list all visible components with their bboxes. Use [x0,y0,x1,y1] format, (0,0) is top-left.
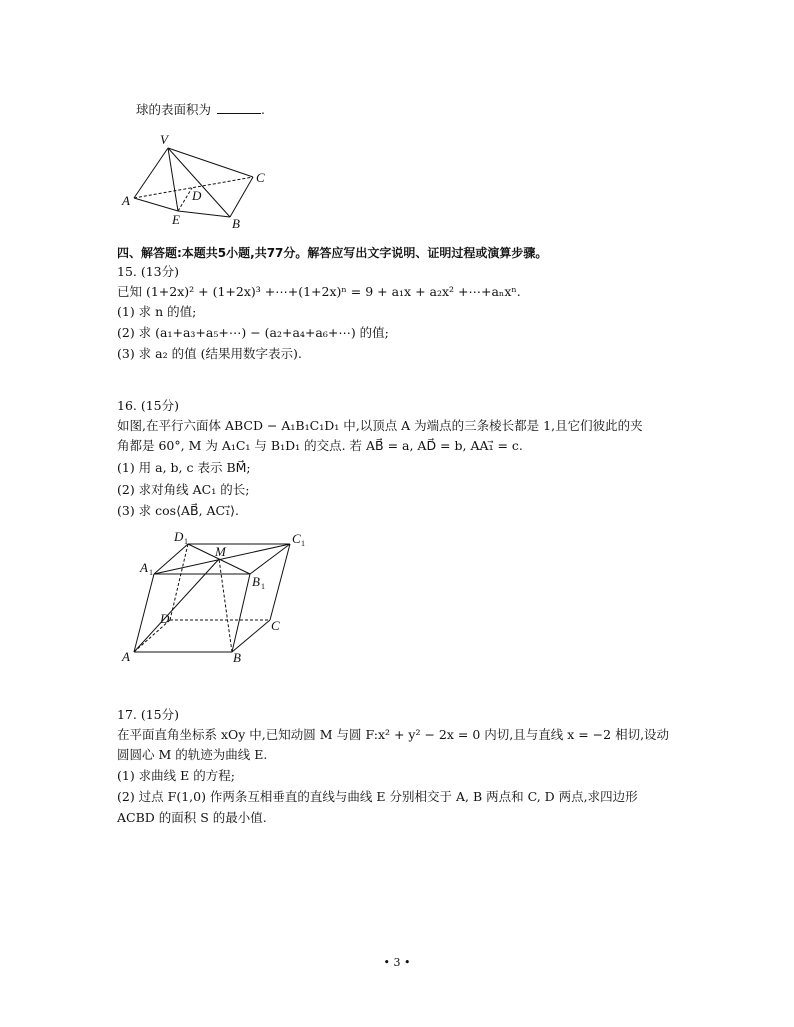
label-C: C [256,170,265,185]
q16-head: 16. (15分) [117,398,180,413]
edge-AA1 [134,574,154,652]
label-D1-sub: 1 [184,537,188,546]
edge-DD1 [170,544,188,620]
segment-BM [219,559,232,652]
q15-stem: 已知 (1+2x)² + (1+2x)³ +⋯+(1+2x)ⁿ = 9 + a₁x + a₂x² +⋯+aₙxⁿ. [117,284,521,299]
label-C1: C [292,531,301,546]
q16-stem-2: 角都是 60°, M 为 A₁C₁ 与 B₁D₁ 的交点. 若 AB⃗ = a, AD⃗ = b, AA₁⃗ = c. [117,438,523,453]
figure-pyramid [118,128,278,232]
label-A: A [122,193,130,208]
label-V: V [160,132,168,147]
q17-head: 17. (15分) [117,707,180,722]
q15-head: 15. (13分) [117,264,180,279]
q15-part3: (3) 求 a₂ 的值 (结果用数字表示). [117,346,302,361]
edge-BC [232,620,270,652]
edge-EB [178,211,230,217]
label-A1-sub: 1 [149,568,153,577]
edge-ED [178,188,192,211]
q14-tail-text: 球的表面积为 [136,102,212,117]
label-C: C [271,618,280,633]
edge-BC [230,177,253,217]
q15-part2: (2) 求 (a₁+a₃+a₅+⋯) − (a₂+a₄+a₆+⋯) 的值; [117,325,389,340]
section-heading: 四、解答题:本题共5小题,共77分。解答应写出文字说明、证明过程或演算步骤。 [117,246,548,260]
q17-stem-2: 圆圆心 M 的轨迹为曲线 E. [117,747,268,762]
label-D: D [192,188,202,203]
label-A1: A [140,560,148,575]
label-B: B [232,216,240,231]
label-B1: B [252,574,260,589]
figure-parallelepiped [118,528,318,668]
page-number: • 3 • [383,956,411,969]
label-A: A [122,649,130,664]
edge-D1A1 [154,544,188,574]
edge-CC1 [270,544,290,620]
label-D: D [160,611,170,626]
answer-blank [217,101,261,114]
edge-VA [134,148,168,198]
q17-part2-b: ACBD 的面积 S 的最小值. [117,810,267,825]
label-D1: D [174,529,184,544]
label-B1-sub: 1 [261,582,265,591]
label-C1-sub: 1 [301,539,305,548]
edge-BB1 [232,574,250,652]
q16-part3: (3) 求 cos⟨AB⃗, AC₁⃗⟩. [117,503,239,518]
q14-tail-end: . [261,102,265,117]
q17-part1: (1) 求曲线 E 的方程; [117,768,235,783]
label-E: E [172,212,180,227]
label-M: M [215,544,226,559]
q16-part1: (1) 用 a, b, c 表示 BM⃗; [117,460,251,475]
label-B: B [233,650,241,665]
q17-part2-a: (2) 过点 F(1,0) 作两条互相垂直的直线与曲线 E 分别相交于 A, B 两点和 C, D 两点,求四边形 [117,789,638,804]
q17-stem-1: 在平面直角坐标系 xOy 中,已知动圆 M 与圆 F:x² + y² − 2x = 0 内切,且与直线 x = −2 相切,设动 [117,727,670,742]
q15-part1: (1) 求 n 的值; [117,304,197,319]
q16-part2: (2) 求对角线 AC₁ 的长; [117,482,250,497]
q16-stem-1: 如图,在平行六面体 ABCD − A₁B₁C₁D₁ 中,以顶点 A 为端点的三条棱长都是 1,且它们彼此的夹 [117,418,643,433]
q14-tail-line [136,101,265,118]
edge-AE [134,198,178,211]
